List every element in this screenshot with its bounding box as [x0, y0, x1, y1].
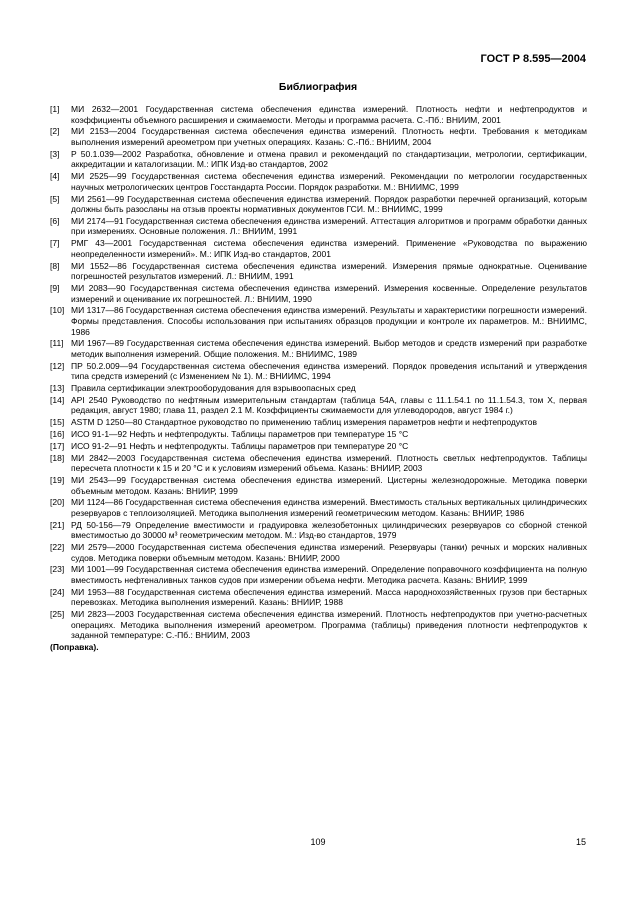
bibliography-entry: [50, 475, 587, 496]
bibliography-entry: [50, 305, 587, 337]
entry-number: [4]: [50, 171, 60, 182]
entry-number: [20]: [50, 497, 65, 508]
entry-text: МИ 2842—2003 Государственная система обеспечения единства измерений. Плотность светлых нефтепродуктов. Таблицы пересчета плотности к 15 и 20 °С и к условиям измерений объема. Казань: ВНИИР, 2003: [71, 452, 587, 474]
entry-number: [23]: [50, 564, 65, 575]
entry-text: РД 50-156—79 Определение вместимости и градуировка железобетонных цилиндрических резервуаров со сборной стенкой вместимостью до 30000 м³ геометрическим методом. М.: Изд-во стандартов, 1979: [71, 519, 587, 541]
bibliography-entry: [50, 383, 587, 394]
bibliography-entry: [50, 453, 587, 474]
entry-number: [7]: [50, 238, 60, 249]
entry-text: МИ 2579—2000 Государственная система обеспечения единства измерений. Резервуары (танки) речных и морских наливных судов. Методика поверки объемным методом. Казань: ВНИИР, 2000: [71, 542, 587, 563]
bibliography-entry: [50, 609, 587, 641]
document-code: ГОСТ Р 8.595—2004: [480, 53, 586, 65]
entry-text: МИ 2153—2004 Государственная система обеспечения единства измерений. Плотность нефти. Требования к методикам выполнения измерений ареометром при учетных операциях. Казань: С.-Пб.: ВНИИМ, 2004: [71, 126, 587, 147]
entry-number: [25]: [50, 609, 65, 620]
entry-text: ASTM D 1250—80 Стандартное руководство по применению таблиц измерения параметров нефти и нефтепродуктов: [71, 417, 537, 428]
section-title: Библиография: [278, 81, 358, 93]
page-number-right: 15: [575, 837, 586, 847]
bibliography-entry: [50, 216, 587, 237]
bibliography-entry: [50, 497, 587, 518]
entry-text: РМГ 43—2001 Государственная система обеспечения единства измерений. Применение «Руководства по выражению неопределенности измерений». М.: ИПК Изд-во стандартов, 2001: [71, 238, 587, 259]
bibliography-entry: [50, 171, 587, 192]
entry-number: [19]: [50, 474, 65, 485]
entry-text: МИ 2525—99 Государственная система обеспечения единства измерений. Рекомендации по метрологии государственных научных метрологических центров Госстандарта России. Порядок разработки. М.: ВНИИМС, 1999: [71, 171, 587, 192]
entry-number: [16]: [50, 429, 65, 440]
bibliography-entry: [50, 126, 587, 147]
entry-text: МИ 1967—89 Государственная система обеспечения единства измерений. Выбор методов и средств измерений при разработке методик выполнения измерений. Общие положения. М.: ВНИИМС, 1989: [71, 338, 587, 359]
entry-text: МИ 2632—2001 Государственная система обеспечения единства измерений. Плотность нефти и нефтепродуктов и коэффициенты объемного расширения и сжимаемости. Методы и программа расчета. С.-Пб.: ВНИИМ, 2001: [71, 104, 587, 125]
entry-text: ПР 50.2.009—94 Государственная система обеспечения единства измерений. Порядок проведения испытаний и утверждения типа средств измерений (с Изменением № 1). М.: ВНИИМС, 1994: [71, 360, 587, 382]
entry-number: [1]: [50, 104, 60, 114]
entry-number: [6]: [50, 215, 60, 226]
entry-text: Р 50.1.039—2002 Разработка, обновление и отмена правил и рекомендаций по стандартизации, метрологии, сертификации, аккредитации и каталогизации. М.: ИПК Изд-во стандартов, 2002: [71, 148, 587, 170]
bibliography-entry: [50, 104, 587, 125]
bibliography-entry: [50, 361, 587, 382]
entry-number: [3]: [50, 148, 60, 159]
bibliography-entry: [50, 261, 587, 282]
entry-number: [10]: [50, 305, 65, 316]
bibliography-entry: [50, 441, 587, 452]
entry-number: [15]: [50, 417, 65, 428]
entry-text: МИ 1124—86 Государственная система обеспечения единства измерений. Вместимость стальных вертикальных цилиндрических резервуаров с теплоизоляцией. Методика выполнения измерений геометрическим методом. Казань: ВНИИР, 1986: [71, 497, 587, 518]
bibliography-entry: [50, 542, 587, 563]
entry-number: [21]: [50, 519, 65, 530]
entry-number: [11]: [50, 338, 64, 349]
bibliography-entry: [50, 417, 587, 428]
entry-number: [5]: [50, 193, 60, 204]
entry-text: API 2540 Руководство по нефтяным измерительным стандартам (таблица 54A, главы с 11.1.54.1 по 11.1.54.3, том X, первая редакция, август 1980; глава 11, раздел 2.1 М. Коэффициенты сжимаемости для углеводородов, август 1984 г.): [71, 394, 587, 416]
entry-text: МИ 2823—2003 Государственная система обеспечения единства измерений. Плотность нефтепродуктов при учетно-расчетных операциях. Методика выполнения измерений ареометром. Программа (таблицы) приведения плотности нефтепродуктов к заданной температуре: С.-Пб.: ВНИИМ, 2003: [71, 609, 587, 641]
correction-note: (Поправка).: [50, 642, 99, 653]
bibliography-list: [50, 104, 587, 653]
bibliography-entry: [50, 520, 587, 541]
bibliography-entry: [50, 149, 587, 170]
page-number-center: 109: [310, 837, 326, 847]
entry-number: [18]: [50, 452, 65, 463]
entry-text: МИ 1001—99 Государственная система обеспечения единства измерений. Определение поправочного коэффициента на полную вместимость нефтеналивных танков судов при измерении объема нефти. Методика расчета. Казань: ВНИИР, 1999: [71, 564, 587, 586]
bibliography-entry: [50, 238, 587, 259]
entry-number: [8]: [50, 260, 60, 271]
bibliography-entry: [50, 587, 587, 608]
entry-number: [2]: [50, 126, 60, 137]
entry-text: МИ 2543—99 Государственная система обеспечения единства измерений. Цистерны железнодорожные. Методика поверки объемным методом. Казань: ВНИИР, 1999: [71, 474, 587, 496]
entry-number: [9]: [50, 283, 60, 293]
bibliography-entry: [50, 395, 587, 416]
entry-text: Правила сертификации электрооборудования для взрывоопасных сред: [71, 383, 356, 394]
entry-text: МИ 2561—99 Государственная система обеспечения единства измерений. Порядок разработки перечней организаций, которым должны быть разосланы на отзыв проекты нормативных документов ГСИ. М.: ВНИИМС, 1999: [71, 193, 587, 215]
bibliography-entry: [50, 429, 587, 440]
entry-text: ИСО 91-2—91 Нефть и нефтепродукты. Таблицы параметров при температуре 20 °С: [71, 440, 409, 451]
entry-number: [13]: [50, 383, 65, 394]
entry-number: [12]: [50, 360, 65, 371]
bibliography-entry: [50, 338, 587, 359]
entry-number: [14]: [50, 394, 65, 405]
entry-text: ИСО 91-1—92 Нефть и нефтепродукты. Таблицы параметров при температуре 15 °С: [71, 429, 409, 440]
entry-number: [24]: [50, 586, 65, 597]
bibliography-entry: [50, 283, 587, 304]
entry-text: МИ 2083—90 Государственная система обеспечения единства измерений. Измерения косвенные. Определение результатов измерений и оценивание их погрешностей. Л.: ВНИИМ, 1990: [71, 283, 587, 304]
entry-number: [22]: [50, 542, 65, 553]
entry-text: МИ 1953—88 Государственная система обеспечения единства измерений. Масса народнохозяйственных грузов при бестарных перевозках. Методика выполнения измерений. Казань: ВНИИР, 1988: [71, 586, 587, 608]
entry-text: МИ 2174—91 Государственная система обеспечения единства измерений. Аттестация алгоритмов и программ обработки данных при измерениях. Основные положения. Л.: ВНИИМ, 1991: [71, 215, 587, 237]
entry-number: [17]: [50, 440, 65, 451]
bibliography-entry: [50, 194, 587, 215]
bibliography-entry: [50, 564, 587, 585]
entry-text: МИ 1552—86 Государственная система обеспечения единства измерений. Измерения прямые однократные. Оценивание погрешностей результатов измерений. Л.: ВНИИМ, 1991: [71, 260, 587, 282]
entry-text: МИ 1317—86 Государственная система обеспечения единства измерений. Результаты и характеристики погрешности измерений. Формы представления. Способы использования при испытаниях образцов продукции и контроле их параметров. М.: ВНИИМС, 1986: [71, 305, 587, 337]
